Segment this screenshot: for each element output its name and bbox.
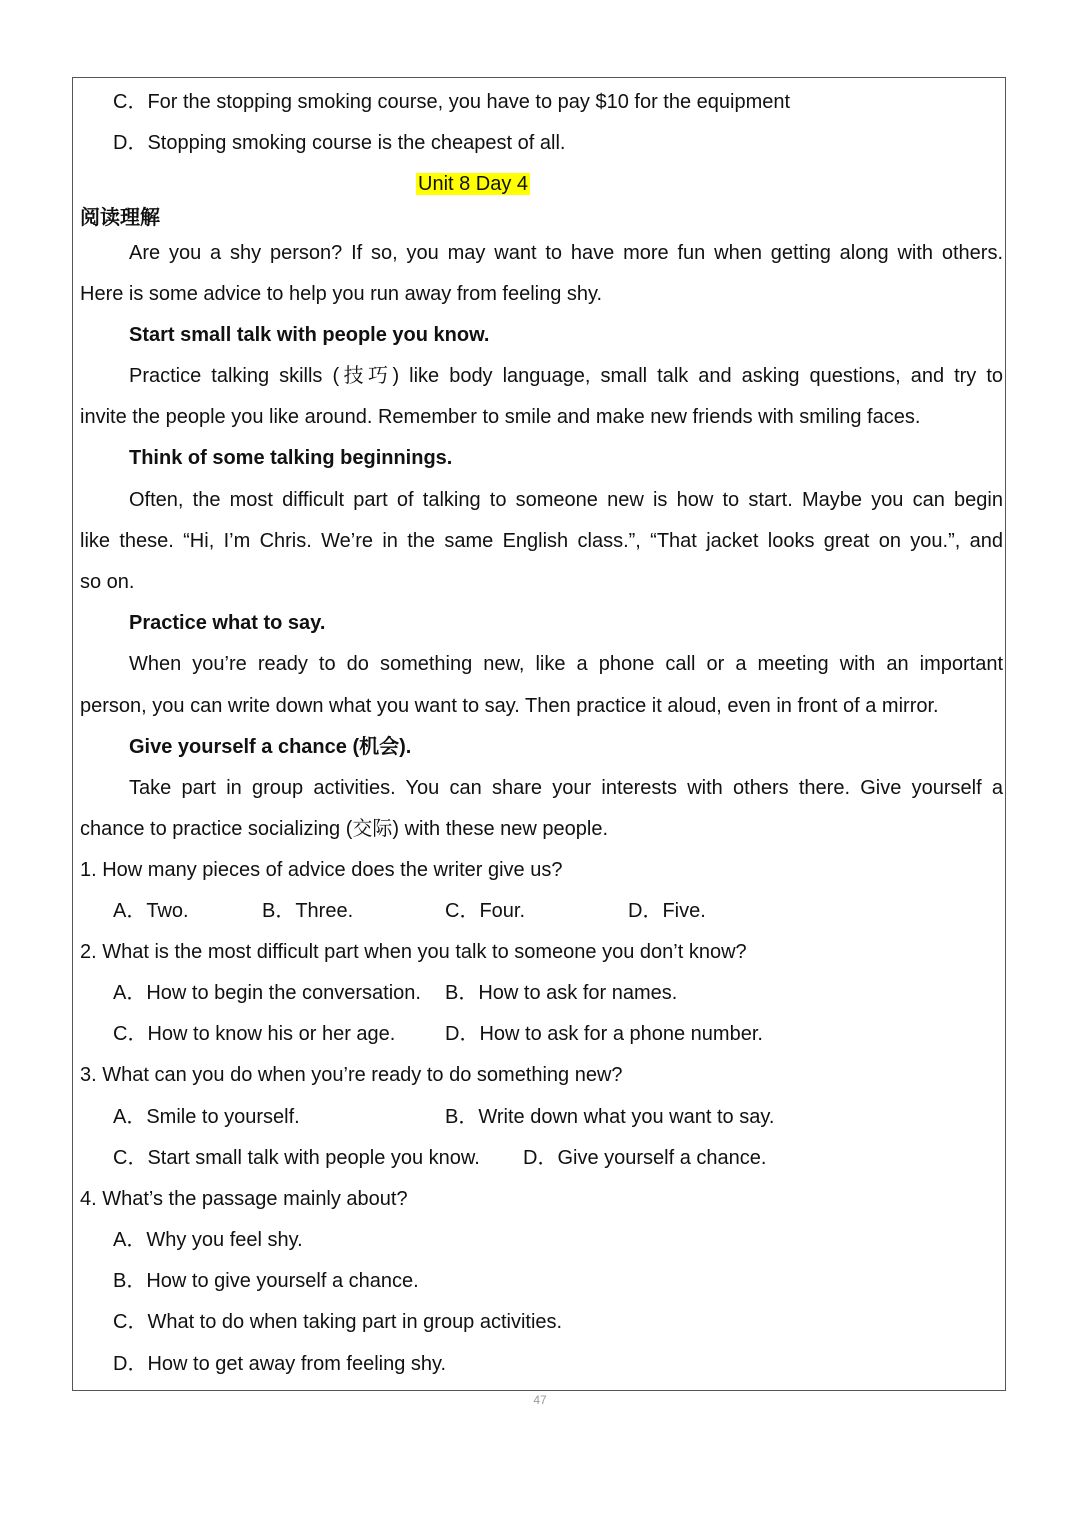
- question-1-option-d: D．Five.: [628, 900, 706, 922]
- advice-paragraph-3-line-1: When you’re ready to do something new, like a phone call or a meeting with an important: [129, 653, 1003, 675]
- question-2-option-d: D．How to ask for a phone number.: [445, 1023, 763, 1045]
- question-4-option-b: B．How to give yourself a chance.: [113, 1270, 419, 1292]
- advice-paragraph-2-line-2: like these. “Hi, I’m Chris. We’re in the same English class.”, “That jacket looks great on you.”, and: [80, 530, 1003, 552]
- prev-option-c: C．For the stopping smoking course, you have to pay $10 for the equipment: [113, 91, 791, 113]
- section-label: 阅读理解: [80, 207, 160, 229]
- question-3-option-c: C．Start small talk with people you know.: [113, 1147, 480, 1169]
- prev-option-d: D．Stopping smoking course is the cheapest of all.: [113, 132, 566, 154]
- passage-intro-line-1: Are you a shy person? If so, you may want to have more fun when getting along with others.: [129, 242, 1003, 264]
- unit-heading-text: Unit 8 Day 4: [418, 173, 529, 195]
- question-2-option-b: B．How to ask for names.: [445, 982, 678, 1004]
- question-3-stem: 3. What can you do when you’re ready to do something new?: [80, 1064, 623, 1086]
- advice-heading-2: Think of some talking beginnings.: [129, 447, 453, 469]
- passage-intro-line-2: Here is some advice to help you run away from feeling shy.: [80, 283, 603, 305]
- question-1-option-c: C．Four.: [445, 900, 526, 922]
- question-2-option-c: C．How to know his or her age.: [113, 1023, 396, 1045]
- question-2-option-a: A．How to begin the conversation.: [113, 982, 421, 1004]
- advice-heading-1: Start small talk with people you know.: [129, 324, 490, 346]
- question-4-option-a: A．Why you feel shy.: [113, 1229, 303, 1251]
- advice-paragraph-4-line-2: chance to practice socializing (交际) with these new people.: [80, 818, 609, 840]
- advice-paragraph-2-line-1: Often, the most difficult part of talking to someone new is how to start. Maybe you can begin: [129, 489, 1003, 511]
- question-3-option-b: B．Write down what you want to say.: [445, 1106, 775, 1128]
- question-1-stem: 1. How many pieces of advice does the writer give us?: [80, 859, 563, 881]
- advice-paragraph-1-line-2: invite the people you like around. Remember to smile and make new friends with smiling faces.: [80, 406, 921, 428]
- unit-heading: [416, 172, 530, 196]
- question-4-option-d: D．How to get away from feeling shy.: [113, 1353, 447, 1375]
- question-4-option-c: C．What to do when taking part in group activities.: [113, 1311, 563, 1333]
- question-2-stem: 2. What is the most difficult part when you talk to someone you don’t know?: [80, 941, 747, 963]
- question-4-stem: 4. What’s the passage mainly about?: [80, 1188, 408, 1210]
- advice-heading-3: Practice what to say.: [129, 612, 326, 634]
- question-3-option-a: A．Smile to yourself.: [113, 1106, 300, 1128]
- advice-paragraph-2-line-3: so on.: [80, 571, 135, 593]
- advice-heading-4: Give yourself a chance (机会).: [129, 736, 412, 758]
- page-number: 47: [533, 1393, 547, 1407]
- advice-paragraph-3-line-2: person, you can write down what you want to say. Then practice it aloud, even in front of a mirror.: [80, 695, 939, 717]
- advice-paragraph-4-line-1: Take part in group activities. You can share your interests with others there. Give yourself a: [129, 777, 1003, 799]
- question-1-option-a: A．Two.: [113, 900, 189, 922]
- question-3-option-d: D．Give yourself a chance.: [523, 1147, 767, 1169]
- question-1-option-b: B．Three.: [262, 900, 354, 922]
- advice-paragraph-1-line-1: Practice talking skills (技巧) like body language, small talk and asking questions, and try to: [129, 365, 1003, 387]
